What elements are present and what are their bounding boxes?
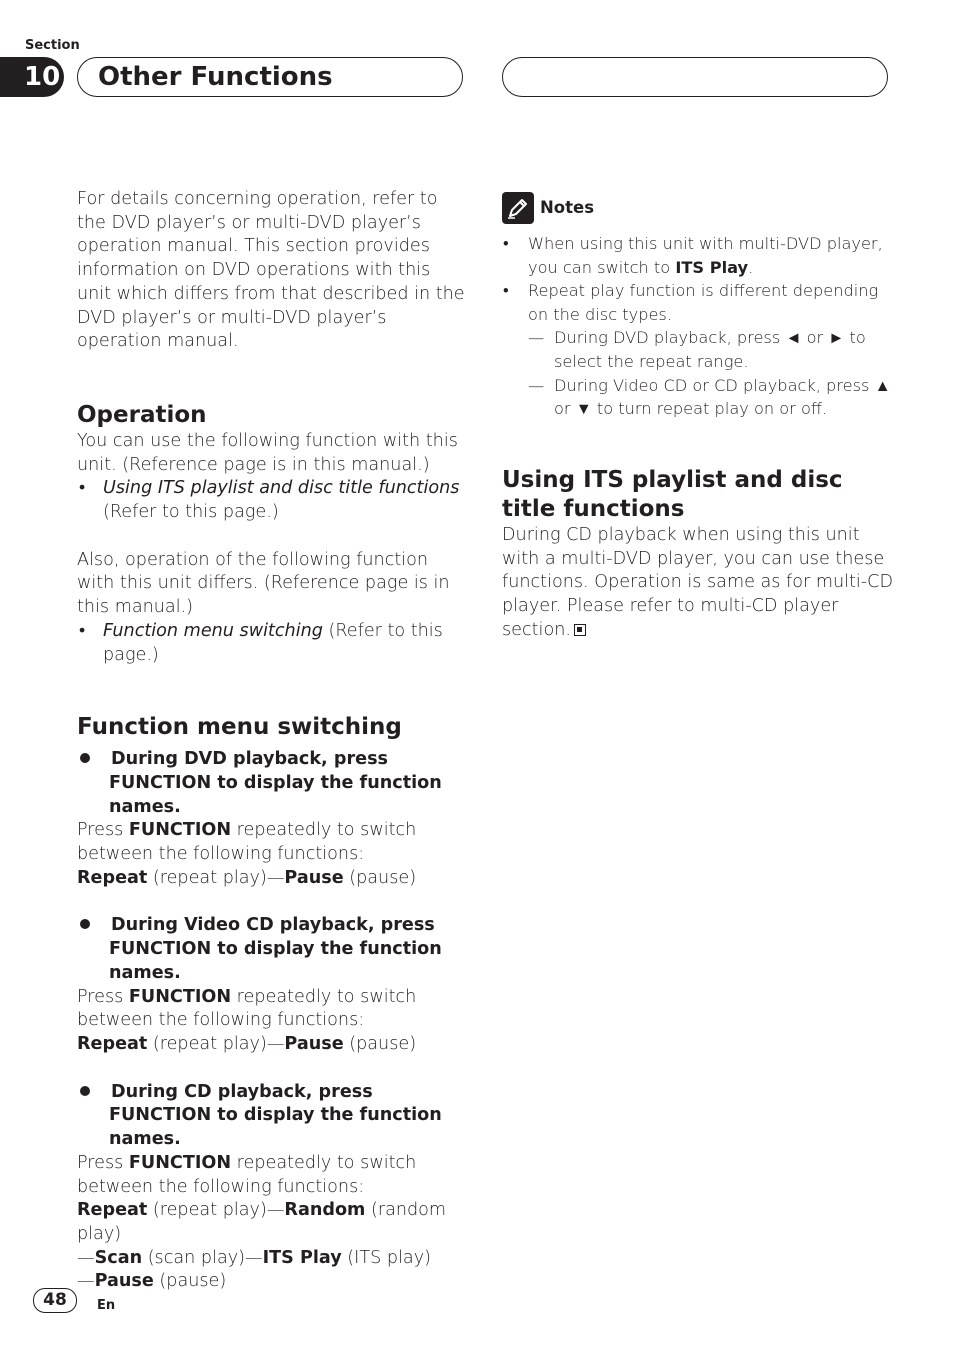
end-of-section-icon xyxy=(574,624,586,636)
fn-its-desc: (ITS play) xyxy=(347,1247,431,1268)
step-3-functions xyxy=(77,1199,467,1294)
section-label: Section xyxy=(25,38,80,53)
note-1-text: When using this unit with multi-DVD player, you can switch to xyxy=(528,234,883,277)
its-body-text: During CD playback when using this unit with a multi-DVD player, you can use these functions. Operation is same as for multi-CD player. Please refer to multi-CD player section. xyxy=(502,525,893,640)
function-keyword: FUNCTION xyxy=(128,820,232,841)
press-rest: repeatedly to switch between the following functions: xyxy=(77,820,417,865)
fn-random: Random xyxy=(284,1200,366,1221)
section-number-tab: 10 xyxy=(0,57,64,97)
bullet-mark: • xyxy=(503,281,509,301)
dash: — xyxy=(245,1247,263,1268)
pencil-note-icon xyxy=(502,192,534,224)
fn-scan: Scan xyxy=(94,1247,143,1268)
operation-bullet-2-title: Function menu switching xyxy=(103,620,323,641)
fn-pause-desc: (pause) xyxy=(349,1033,417,1054)
function-keyword: FUNCTION xyxy=(128,986,232,1007)
operation-para-2: Also, operation of the following function with this unit differs. (Reference page is in this manual.) xyxy=(77,549,450,618)
step-3-title xyxy=(77,1081,467,1152)
operation-heading: Operation xyxy=(77,401,207,428)
note-2-text: Repeat play function is different depending on the disc types. xyxy=(528,281,879,324)
fn-repeat: Repeat xyxy=(77,1033,148,1054)
fn-pause: Pause xyxy=(284,867,344,888)
operation-bullet-2 xyxy=(77,620,467,667)
press-rest: repeatedly to switch between the following functions: xyxy=(77,1152,417,1197)
step-1-body xyxy=(77,819,467,866)
operation-bullet-2-ref: (Refer to this page.) xyxy=(103,620,443,665)
fn-repeat-desc: (repeat play) xyxy=(152,1200,267,1221)
note-1-its-play: ITS Play xyxy=(675,257,749,277)
step-2-title-text: During Video CD playback, press FUNCTION to display the function names. xyxy=(109,915,442,983)
fn-pause: Pause xyxy=(284,1033,344,1054)
its-heading: Using ITS playlist and disc title functions xyxy=(502,467,843,522)
note-2-sub-1-text: During DVD playback, press ◄ or ► to select the repeat range. xyxy=(554,328,866,371)
notes-header xyxy=(502,192,894,224)
dash: — xyxy=(77,1247,95,1268)
operation-para-1: You can use the following function with this unit. (Reference page is in this manual.) xyxy=(77,430,458,475)
step-3-body xyxy=(77,1152,467,1199)
step-bullet xyxy=(80,919,90,929)
note-1-end: . xyxy=(748,257,754,277)
dash: — xyxy=(266,1200,285,1221)
bullet-mark: • xyxy=(503,234,509,253)
fn-random-desc: (random play) xyxy=(77,1200,447,1244)
press-rest: repeatedly to switch between the following functions: xyxy=(77,986,417,1031)
fn-pause: Pause xyxy=(94,1271,154,1292)
step-1-functions xyxy=(77,867,467,891)
dash-mark: — xyxy=(528,375,545,395)
note-2-sub-2-text: During Video CD or CD playback, press ▲ or ▼ to turn repeat play on or off. xyxy=(554,375,891,419)
operation-bullet-1-ref: (Refer to this page.) xyxy=(103,502,279,523)
dash: — xyxy=(266,867,285,888)
its-section xyxy=(502,466,894,643)
fn-pause-desc: (pause) xyxy=(159,1271,227,1292)
step-1-title xyxy=(77,748,467,819)
intro-paragraph: For details concerning operation, refer to the DVD player’s or multi-DVD player’s operation manual. This section provides information on DVD operations with this unit which differs from that described in the DVD player’s or multi-DVD player’s operation manual. xyxy=(77,189,465,352)
page-number: 48 xyxy=(33,1288,77,1313)
notes-box xyxy=(502,192,894,421)
note-1 xyxy=(502,232,894,279)
note-2-sub-1 xyxy=(502,326,894,373)
press-word: Press xyxy=(77,1152,124,1173)
fn-scan-desc: (scan play) xyxy=(147,1247,246,1268)
fn-repeat-desc: (repeat play) xyxy=(152,1033,267,1054)
fn-pause-desc: (pause) xyxy=(349,867,417,888)
operation-bullet-1-title: Using ITS playlist and disc title functions xyxy=(103,478,460,499)
header-right-box xyxy=(502,57,888,97)
bullet-mark: • xyxy=(79,620,86,641)
language-label: En xyxy=(97,1298,116,1313)
page-title: Other Functions xyxy=(77,57,463,97)
fn-repeat: Repeat xyxy=(77,867,148,888)
its-body xyxy=(502,524,894,643)
note-2-sub-2 xyxy=(502,374,894,421)
dash-mark: — xyxy=(528,328,545,348)
step-bullet xyxy=(80,753,90,763)
dash: — xyxy=(266,1033,285,1054)
function-keyword: FUNCTION xyxy=(128,1152,232,1173)
step-bullet xyxy=(80,1086,90,1096)
notes-heading: Notes xyxy=(540,198,595,218)
bullet-mark: • xyxy=(79,478,86,499)
step-2-body xyxy=(77,986,467,1033)
press-word: Press xyxy=(77,820,124,841)
step-2-functions xyxy=(77,1033,467,1057)
operation-bullet-1 xyxy=(77,477,467,524)
function-menu-heading: Function menu switching xyxy=(77,714,402,741)
left-column xyxy=(77,188,467,1294)
step-3-title-text: During CD playback, press FUNCTION to display the function names. xyxy=(109,1081,442,1150)
fn-repeat-desc: (repeat play) xyxy=(152,867,267,888)
fn-repeat: Repeat xyxy=(77,1200,148,1221)
step-2-title xyxy=(77,914,467,985)
note-2 xyxy=(502,279,894,326)
dash: — xyxy=(77,1271,95,1292)
fn-its-play: ITS Play xyxy=(262,1247,342,1268)
step-1-title-text: During DVD playback, press FUNCTION to display the function names. xyxy=(109,749,442,817)
press-word: Press xyxy=(77,986,124,1007)
